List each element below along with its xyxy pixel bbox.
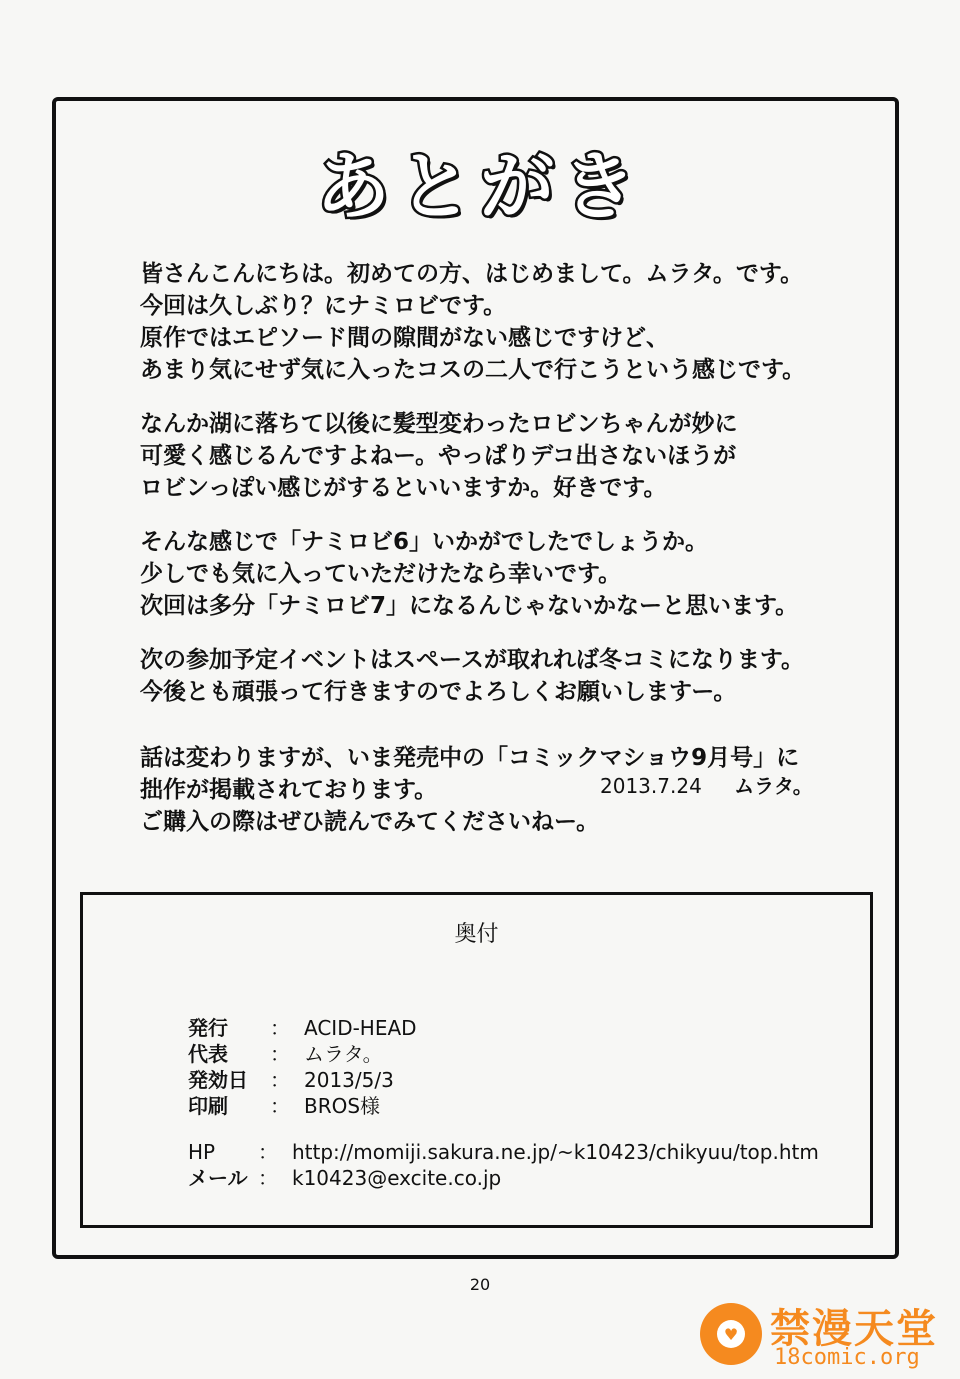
row-value: ムラタ。 [304, 1042, 383, 1066]
text-line: ご購入の際はぜひ読んでみてくださいねー。 [140, 809, 600, 835]
watermark-url: 18comic.org [774, 1345, 920, 1370]
row-sep: ： [270, 1042, 290, 1066]
colophon-title: 奥付 [454, 922, 499, 947]
signature-author: ムラタ。 [734, 774, 813, 798]
row-key: HP [188, 1140, 216, 1164]
text-line: 原作ではエピソード間の隙間がない感じですけど、 [140, 325, 669, 351]
row-sep: ： [270, 1094, 290, 1118]
homepage-link[interactable]: http://momiji.sakura.ne.jp/~k10423/chikyuu/top.htm [292, 1140, 819, 1164]
text-line: 可愛く感じるんですよねー。やっぱりデコ出さないほうが [140, 443, 737, 469]
text-line: 拙作が掲載されております。 [140, 777, 438, 803]
colophon-row-issue-date [188, 1067, 819, 1093]
colophon-rows [188, 1015, 819, 1191]
text-line: 次の参加予定イベントはスペースが取れれば冬コミになります。 [140, 647, 805, 673]
text-line: 今後とも頑張って行きますのでよろしくお願いしますー。 [140, 679, 737, 705]
row-value: BROS様 [304, 1094, 381, 1118]
paragraph-4 [140, 644, 840, 708]
text-line: 話は変わりますが、いま発売中の「コミックマショウ9月号」に [140, 745, 800, 771]
row-value: 2013/5/3 [304, 1068, 394, 1092]
text-line: あまり気にせず気に入ったコスの二人で行こうという感じです。 [140, 357, 806, 383]
watermark-logo-icon: ♥ [700, 1303, 762, 1365]
colophon-box [80, 892, 873, 1228]
row-key: 発行 [188, 1016, 228, 1040]
watermark-name: 禁漫天堂 [770, 1306, 938, 1352]
signature [600, 770, 813, 799]
row-key: メール [188, 1166, 248, 1190]
text-line: 次回は多分「ナミロビ7」になるんじゃないかなーと思います。 [140, 593, 799, 619]
text-line: 皆さんこんにちは。初めての方、はじめまして。ムラタ。です。 [140, 261, 804, 287]
row-sep: ： [270, 1068, 290, 1092]
afterword-title: あとがき [316, 144, 644, 230]
text-line: ロビンっぽい感じがするといいますか。好きです。 [140, 475, 667, 501]
row-sep: ： [258, 1166, 278, 1190]
text-line: 今回は久しぶり？にナミロビです。 [140, 293, 507, 319]
colophon-row-printer [188, 1093, 819, 1119]
colophon-row-email [188, 1165, 819, 1191]
paragraph-1 [140, 258, 840, 386]
signature-date: 2013.7.24 [600, 774, 702, 798]
row-key: 発効日 [188, 1068, 248, 1092]
row-key: 代表 [188, 1042, 228, 1066]
text-line: 少しでも気に入っていただけたなら幸いです。 [140, 561, 622, 587]
page-number: 20 [469, 1275, 491, 1294]
colophon-row-representative [188, 1041, 819, 1067]
text-line: なんか湖に落ちて以後に髪型変わったロビンちゃんが妙に [140, 411, 738, 437]
paragraph-3 [140, 526, 840, 622]
row-sep: ： [258, 1140, 278, 1164]
colophon-row-publisher [188, 1015, 819, 1041]
row-value: ACID-HEAD [304, 1016, 417, 1040]
paragraph-2 [140, 408, 840, 504]
email-link[interactable]: k10423@excite.co.jp [292, 1166, 502, 1190]
text-line: そんな感じで「ナミロビ6」いかがでしたでしょうか。 [140, 529, 709, 555]
watermark [700, 1295, 950, 1373]
row-key: 印刷 [188, 1094, 228, 1118]
colophon-row-homepage [188, 1139, 819, 1165]
row-sep: ： [270, 1016, 290, 1040]
